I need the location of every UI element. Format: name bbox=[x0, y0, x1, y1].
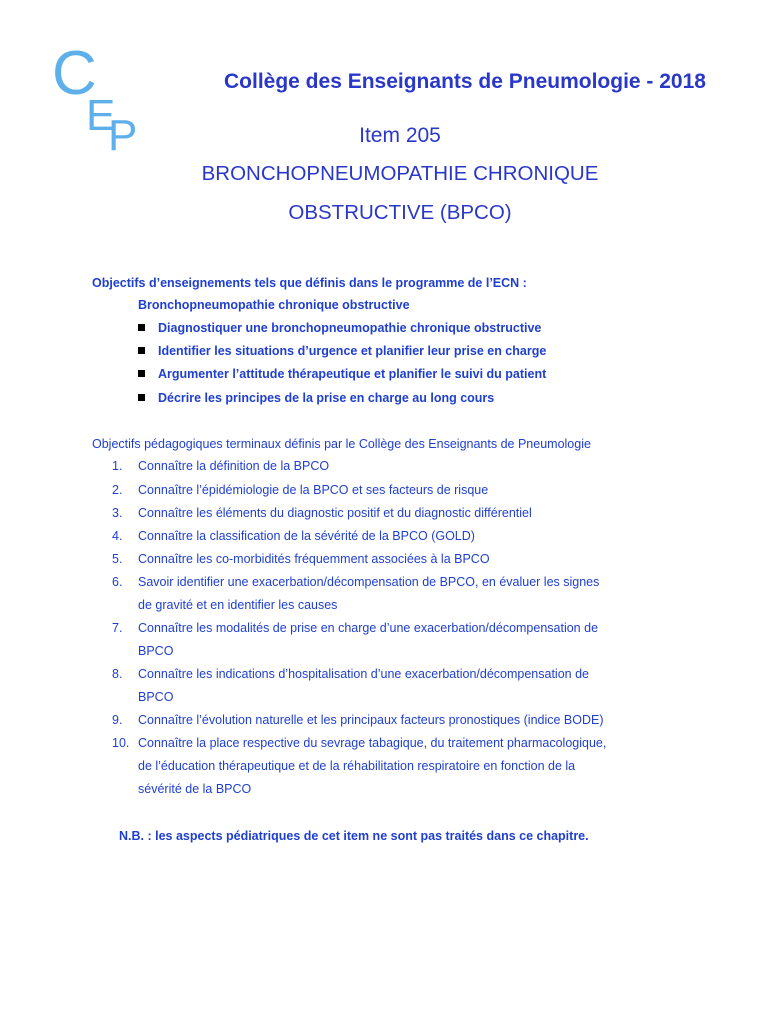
pedagogical-objective-item: 3. Connaître les éléments du diagnostic positif et du diagnostic différentiel bbox=[112, 506, 532, 520]
pedagogical-objective-item: 10. Connaître la place respective du sevrage tabagique, du traitement pharmacologique, de l’éducation thérapeutique et de la réhabilitation respiratoire en fonction de la sévérité de la BPCO bbox=[112, 736, 607, 796]
svg-text:E: E bbox=[86, 91, 116, 140]
college-title: Collège des Enseignants de Pneumologie - 2018 bbox=[224, 70, 706, 93]
svg-text:P: P bbox=[108, 111, 138, 154]
pedagogical-objective-item: 8. Connaître les indications d’hospitalisation d’une exacerbation/décompensation de BPCO bbox=[112, 667, 589, 704]
ecn-objectives-heading: Objectifs d’enseignements tels que définis dans le programme de l’ECN : bbox=[92, 276, 527, 290]
pedagogical-objective-item: 4. Connaître la classification de la sévérité de la BPCO (GOLD) bbox=[112, 529, 475, 543]
pedagogical-objective-item: 5. Connaître les co-morbidités fréquemment associées à la BPCO bbox=[112, 552, 490, 566]
bullet-icon bbox=[138, 370, 145, 377]
ecn-objectives-subheading: Bronchopneumopathie chronique obstructive bbox=[138, 298, 410, 312]
pedagogical-objective-item: 2. Connaître l’épidémiologie de la BPCO et ses facteurs de risque bbox=[112, 483, 489, 497]
bullet-icon bbox=[138, 394, 145, 401]
pedagogical-objective-item: 7. Connaître les modalités de prise en charge d’une exacerbation/décompensation de BPCO bbox=[112, 621, 599, 658]
bullet-icon bbox=[138, 347, 145, 354]
pedagogical-objectives-heading: Objectifs pédagogiques terminaux définis par le Collège des Enseignants de Pneumologie bbox=[92, 437, 591, 451]
pedagogical-objective-item: 1. Connaître la définition de la BPCO bbox=[112, 459, 330, 473]
main-title-line2: OBSTRUCTIVE (BPCO) bbox=[288, 201, 512, 224]
svg-text:C: C bbox=[52, 39, 97, 108]
bullet-icon bbox=[138, 324, 145, 331]
ecn-objective-item: Décrire les principes de la prise en charge au long cours bbox=[138, 391, 494, 405]
item-number: Item 205 bbox=[359, 124, 441, 147]
nb-note: N.B. : les aspects pédiatriques de cet item ne sont pas traités dans ce chapitre. bbox=[119, 829, 589, 843]
pedagogical-objective-item: 6. Savoir identifier une exacerbation/décompensation de BPCO, en évaluer les signes de gravité et en identifier les causes bbox=[112, 575, 600, 612]
ecn-objective-item: Identifier les situations d’urgence et planifier leur prise en charge bbox=[138, 344, 546, 358]
ecn-objective-item: Argumenter l’attitude thérapeutique et planifier le suivi du patient bbox=[138, 367, 546, 381]
pedagogical-objective-item: 9. Connaître l’évolution naturelle et les principaux facteurs pronostiques (indice BODE) bbox=[112, 713, 604, 727]
main-title-line1: BRONCHOPNEUMOPATHIE CHRONIQUE bbox=[201, 162, 599, 185]
ecn-objective-item: Diagnostiquer une bronchopneumopathie chronique obstructive bbox=[138, 321, 541, 335]
